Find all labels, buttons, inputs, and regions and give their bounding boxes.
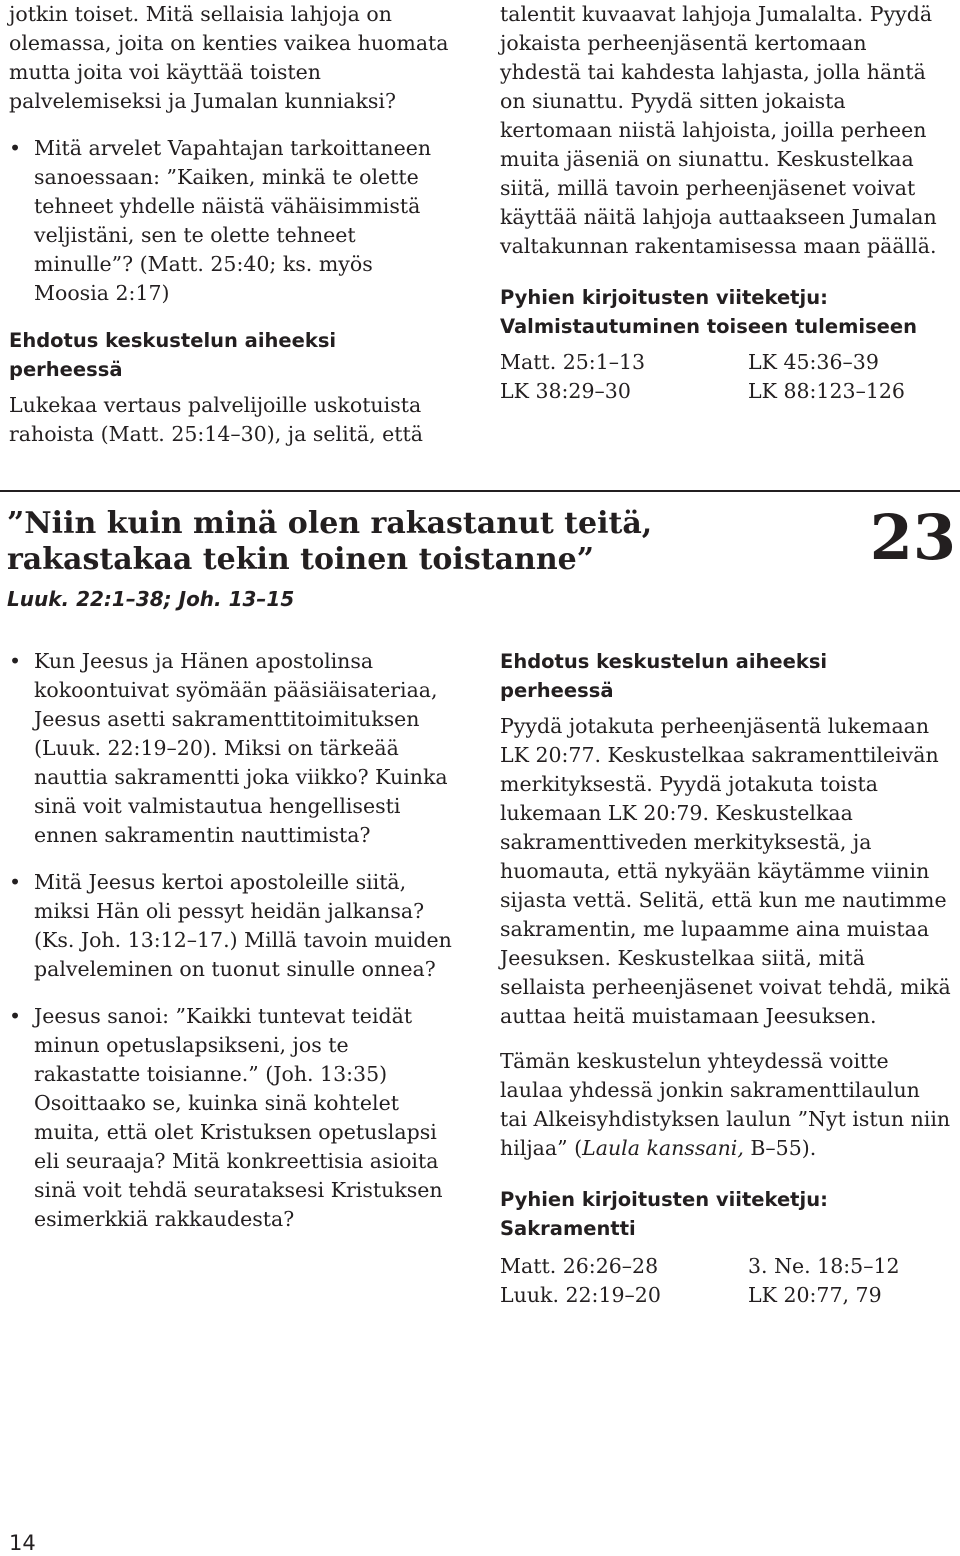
body-text: Pyydä jotakuta perheenjäsentä lukemaan LK 20:77. Keskustelkaa sakramenttileivän merkityksestä. Pyydä jotakuta toista lukemaan LK 20:79. Keskustelkaa sakramenttiveden merkityksestä, ja huomauta, että nykyään käytämme viinin sijasta vettä. Selitä, että kun me nautimme sakramentin, me lupaamme aina muistaa Jeesuksen. Keskustelkaa siitä, mitä sellaista perheenjäsenet voivat tehdä, mikä auttaa heitä muistamaan Jeesuksen. (500, 714, 951, 1028)
scripture-refs (500, 348, 952, 408)
scripture-ref: LK 88:123–126 (748, 379, 905, 403)
bottom-right-column (500, 647, 952, 1312)
scripture-ref: Luuk. 22:19–20 (500, 1283, 661, 1307)
lesson-title-line1: ”Niin kuin minä olen rakastanut teitä, (7, 506, 653, 541)
top-left-column (9, 0, 449, 449)
scripture-ref: LK 38:29–30 (500, 379, 631, 403)
body-text: Lukekaa vertaus palvelijoille uskotuista rahoista (Matt. 25:14–30), ja selitä, että (9, 393, 423, 446)
lesson-header (7, 506, 827, 612)
scripture-chain-heading: Pyhien kirjoitusten viiteketju: (500, 1188, 828, 1211)
scripture-chain-topic: Valmistautuminen toiseen tulemiseen (500, 315, 918, 338)
scripture-ref: Matt. 25:1–13 (500, 350, 646, 374)
bottom-left-column (9, 647, 457, 1234)
list-item: • Mitä Jeesus kertoi apostoleille siitä, miksi Hän oli pessyt heidän jalkansa? (Ks. Joh. 13:12–17.) Millä tavoin muiden palveleminen on tuonut sinulle onnea? (9, 868, 457, 984)
scripture-ref: LK 20:77, 79 (748, 1283, 882, 1307)
hymnbook-title: Laula kanssani, (582, 1136, 744, 1160)
body-text-part: Tämän keskustelun yhteydessä voitte laulaa yhdessä jonkin sakramenttilaulun tai Alkeisyhdistyksen laulun ”Nyt istun niin hiljaa” ( (500, 1049, 951, 1160)
scripture-ref: Matt. 26:26–28 (500, 1254, 659, 1278)
page-number: 14 (9, 1531, 36, 1555)
scripture-refs (500, 1252, 952, 1312)
body-text-part: B–55). (743, 1136, 817, 1160)
divider-rule (0, 490, 960, 492)
lesson-title-line2: rakastakaa tekin toinen toistanne” (7, 542, 594, 577)
continuation-text: jotkin toiset. Mitä sellaisia lahjoja on olemassa, joita on kenties vaikea huomata mutta joita voi käyttää toisten palvelemiseksi ja Jumalan kunniaksi? (9, 2, 449, 113)
body-text (500, 1047, 952, 1163)
list-item: • Jeesus sanoi: ”Kaikki tuntevat teidät minun opetuslapsikseni, jos te rakastatte toisianne.” (Joh. 13:35) Osoittaako se, kuinka sinä kohtelet muita, että olet Kristuksen opetuslapsi eli seuraaja? Mitä konkreettisia asioita sinä voit tehdä seurataksesi Kristuksen esimerkkiä rakkaudesta? (9, 1002, 457, 1234)
lesson-number: 23 (869, 501, 956, 574)
body-text: talentit kuvaavat lahjoja Jumalalta. Pyydä jokaista perheenjäsentä kertomaan yhdestä tai kahdesta lahjasta, jolla häntä on siunattu. Pyydä sitten jokaista kertomaan niistä lahjoista, joilla perheen muita jäseniä on siunattu. Keskustelkaa siitä, millä tavoin perheenjäsenet voivat käyttää näitä lahjoja auttaakseen Jumalan valtakunnan rakentamisessa maan päällä. (500, 2, 937, 258)
scripture-ref: 3. Ne. 18:5–12 (748, 1254, 900, 1278)
section-heading: Ehdotus keskustelun aiheeksi perheessä (500, 650, 828, 702)
scripture-chain-heading: Pyhien kirjoitusten viiteketju: (500, 286, 828, 309)
list-item: • Kun Jeesus ja Hänen apostolinsa kokoontuivat syömään pääsiäisateriaa, Jeesus asetti sakramenttitoimituksen (Luuk. 22:19–20). Miksi on tärkeää nauttia sakramentti joka viikko? Kuinka sinä voit valmistautua hengellisesti ennen sakramentin nauttimista? (9, 647, 457, 850)
lesson-reference: Luuk. 22:1–38; Joh. 13–15 (7, 587, 295, 611)
list-item: • Mitä arvelet Vapahtajan tarkoittaneen sanoessaan: ”Kaiken, minkä te olette tehneet yhdelle näistä vähäisimmistä veljistäni, sen te olette tehneet minulle”? (Matt. 25:40; ks. myös Moosia 2:17) (9, 134, 449, 308)
scripture-ref: LK 45:36–39 (748, 350, 879, 374)
scripture-chain-topic: Sakramentti (500, 1217, 636, 1240)
section-heading: Ehdotus keskustelun aiheeksi perheessä (9, 329, 337, 381)
top-right-column (500, 0, 952, 408)
